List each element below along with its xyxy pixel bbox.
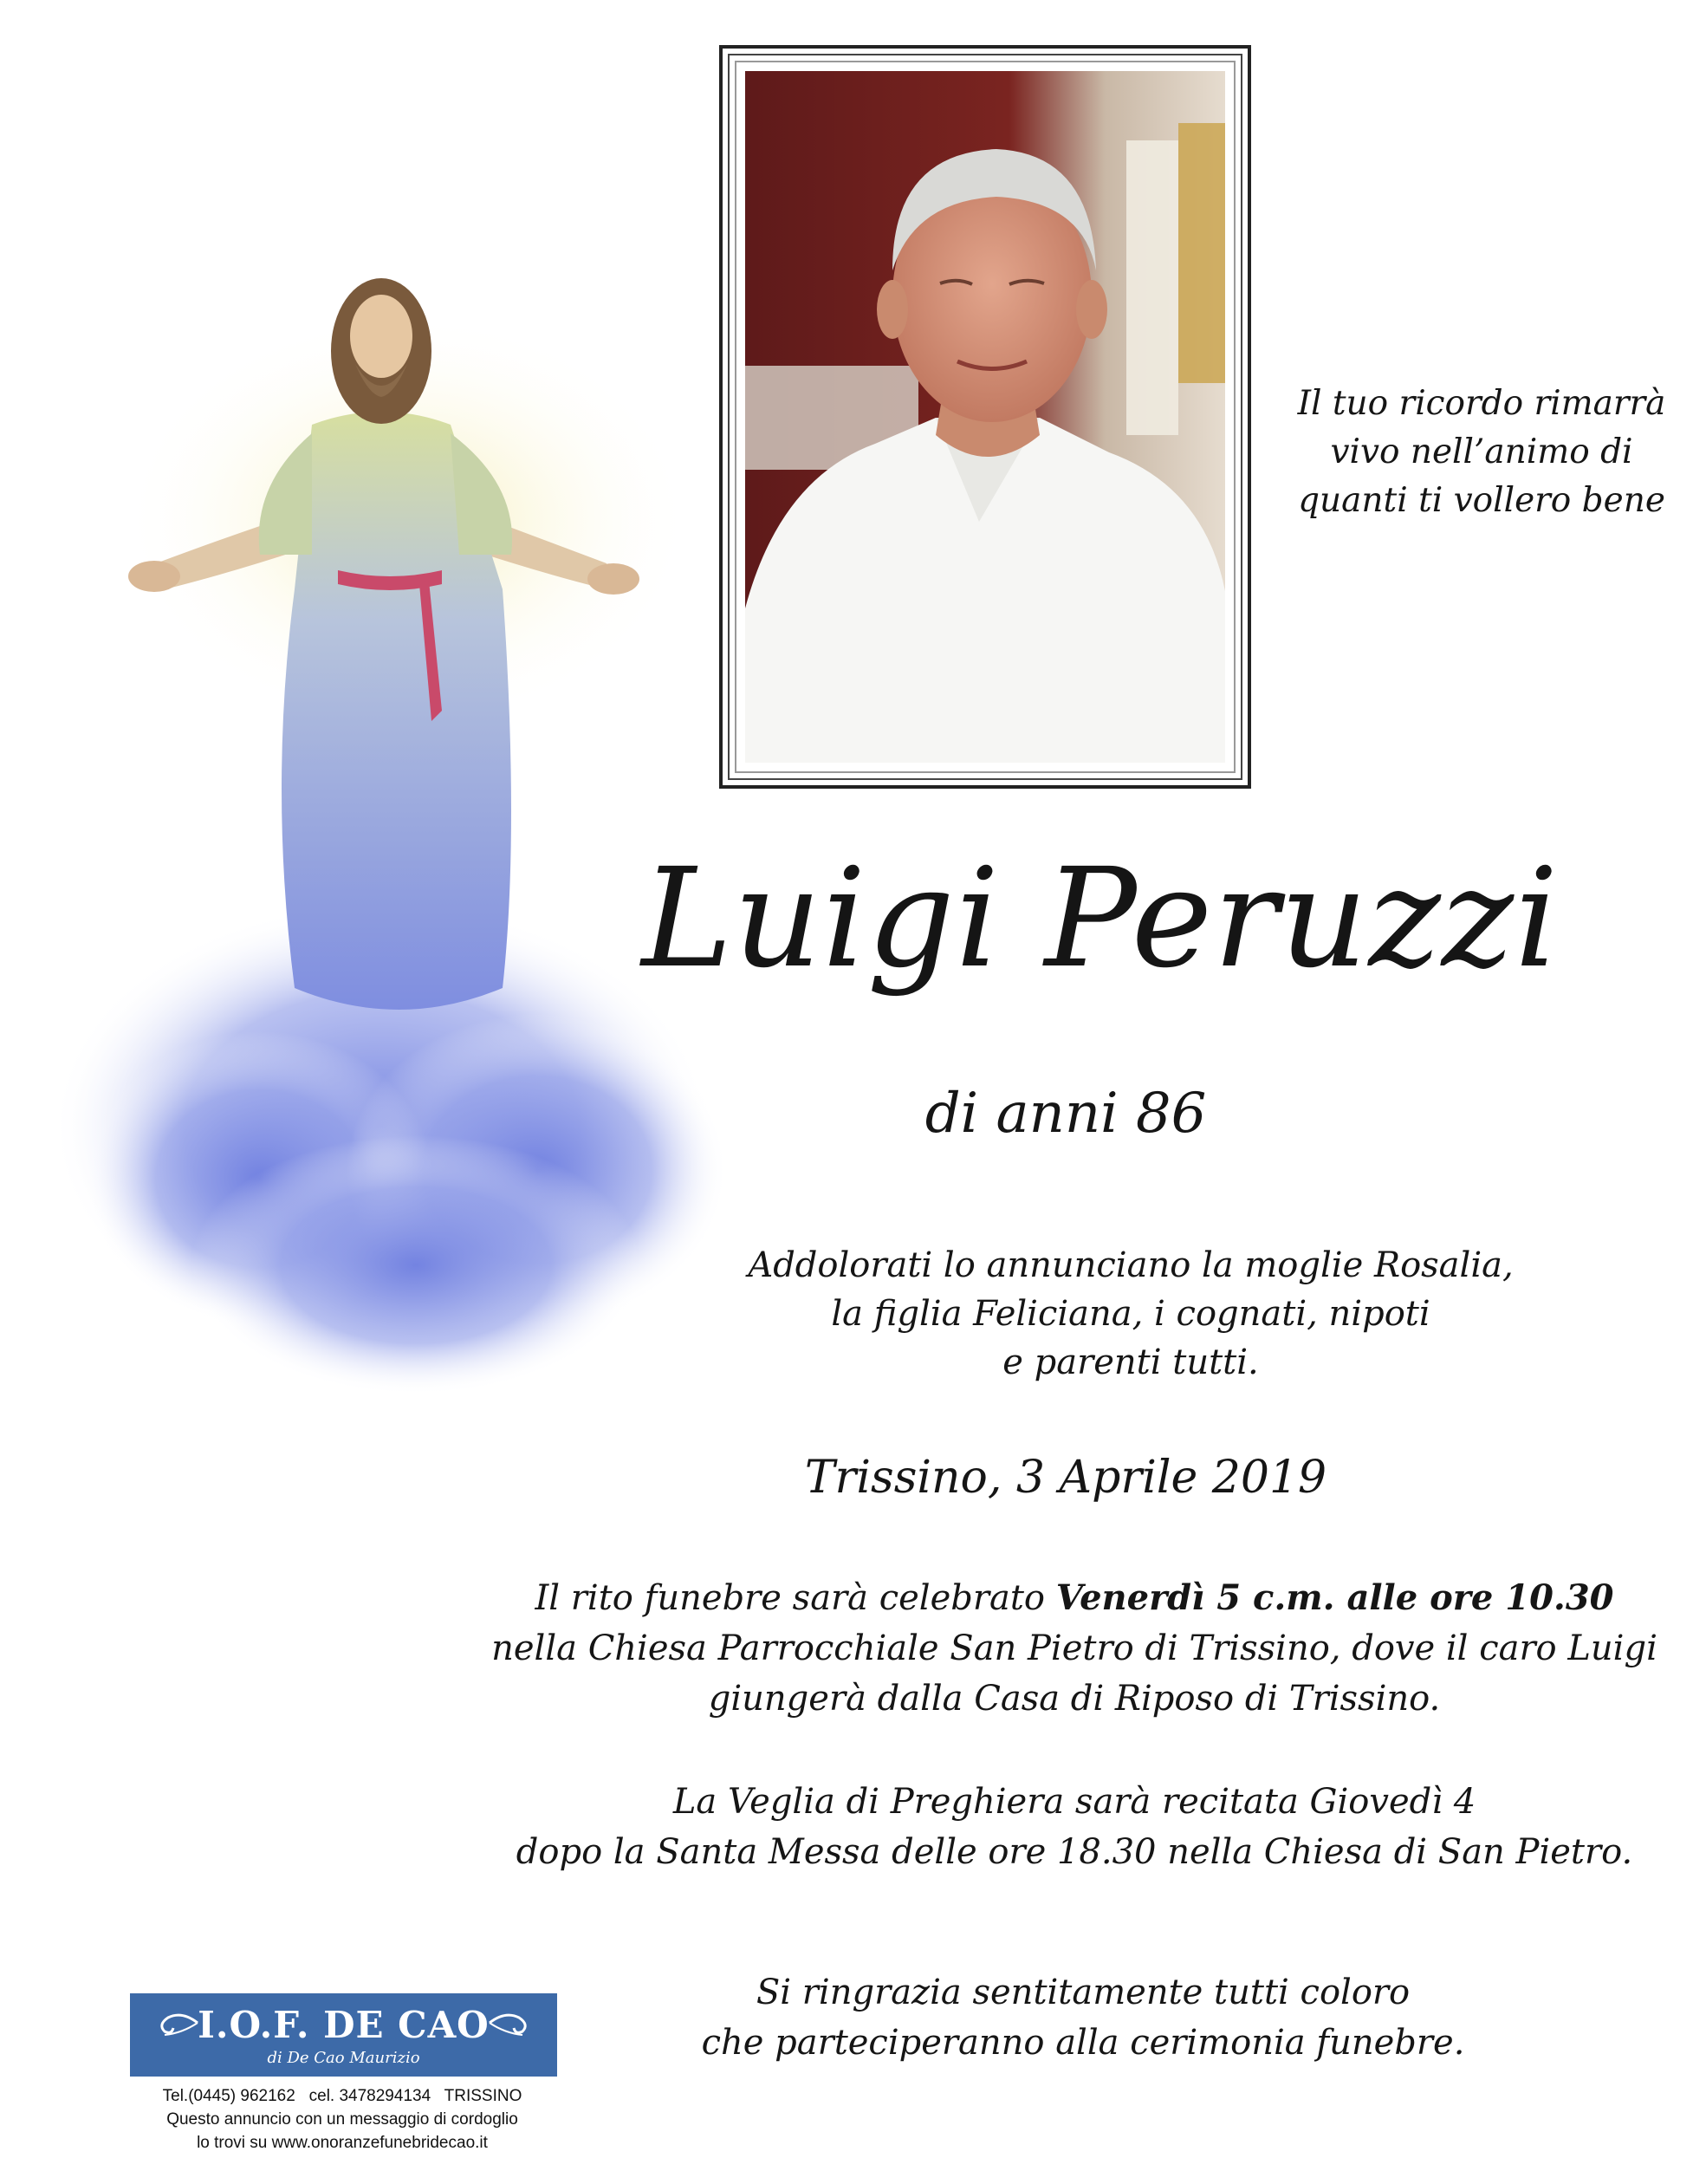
place-date: Trissino, 3 Aprile 2019 [804, 1452, 1327, 1504]
funeral-rite-prefix: Il rito funebre sarà celebrato [535, 1578, 1056, 1618]
funeral-rite-line: giungerà dalla Casa di Riposo di Trissino. [708, 1679, 1441, 1719]
funeral-home-name: I.O.F. DE CAO [198, 2004, 490, 2046]
announcement-line: e parenti tutti. [1002, 1342, 1259, 1382]
website-line[interactable]: lo trovi su www.onoranzefunebridecao.it [197, 2134, 488, 2152]
funeral-rite [485, 1573, 1664, 1724]
funeral-rite-datetime: Venerdì 5 c.m. alle ore 10.30 [1055, 1577, 1614, 1618]
contact-line: Tel.(0445) 962162 cel. 3478294134 TRISSINO [162, 2087, 522, 2105]
thanks-line: che parteciperanno alla cerimonia funebre. [701, 2023, 1465, 2063]
announcement-line: Addolorati lo annunciano la moglie Rosalia, [748, 1245, 1514, 1285]
vigil-line: dopo la Santa Messa delle ore 18.30 nella Chiesa di San Pietro. [516, 1832, 1633, 1872]
announcement-line: la figlia Feliciana, i cognati, nipoti [831, 1294, 1430, 1334]
announcement [676, 1241, 1586, 1387]
epigraph-line: quanti ti vollero bene [1298, 481, 1665, 520]
deceased-age: di anni 86 [924, 1082, 1207, 1146]
portrait-photo [745, 71, 1225, 763]
ornament-swirl-icon [488, 2005, 540, 2040]
vigil-line: La Veglia di Preghiera sarà recitata Giovedì 4 [672, 1782, 1476, 1822]
message-line: Questo annuncio con un messaggio di cordoglio [166, 2110, 518, 2129]
funeral-rite-line: nella Chiesa Parrocchiale San Pietro di Trissino, dove il caro Luigi [491, 1628, 1657, 1668]
epigraph-line: vivo nell’animo di [1330, 432, 1633, 471]
funeral-home-logo [130, 1993, 557, 2077]
funeral-rite-line [485, 1573, 1664, 1623]
portrait-frame [719, 45, 1251, 789]
funeral-home-owner: di De Cao Maurizio [267, 2049, 420, 2067]
prayer-vigil [485, 1777, 1664, 1877]
funeral-home-contacts [104, 2084, 581, 2155]
deceased-name: Luigi Peruzzi [641, 839, 1560, 998]
christ-illustration [52, 225, 745, 1421]
thanks-note [607, 1967, 1560, 2068]
thanks-line: Si ringrazia sentitamente tutti coloro [756, 1973, 1411, 2012]
epigraph [1265, 380, 1698, 525]
epigraph-line: Il tuo ricordo rimarrà [1297, 384, 1666, 423]
